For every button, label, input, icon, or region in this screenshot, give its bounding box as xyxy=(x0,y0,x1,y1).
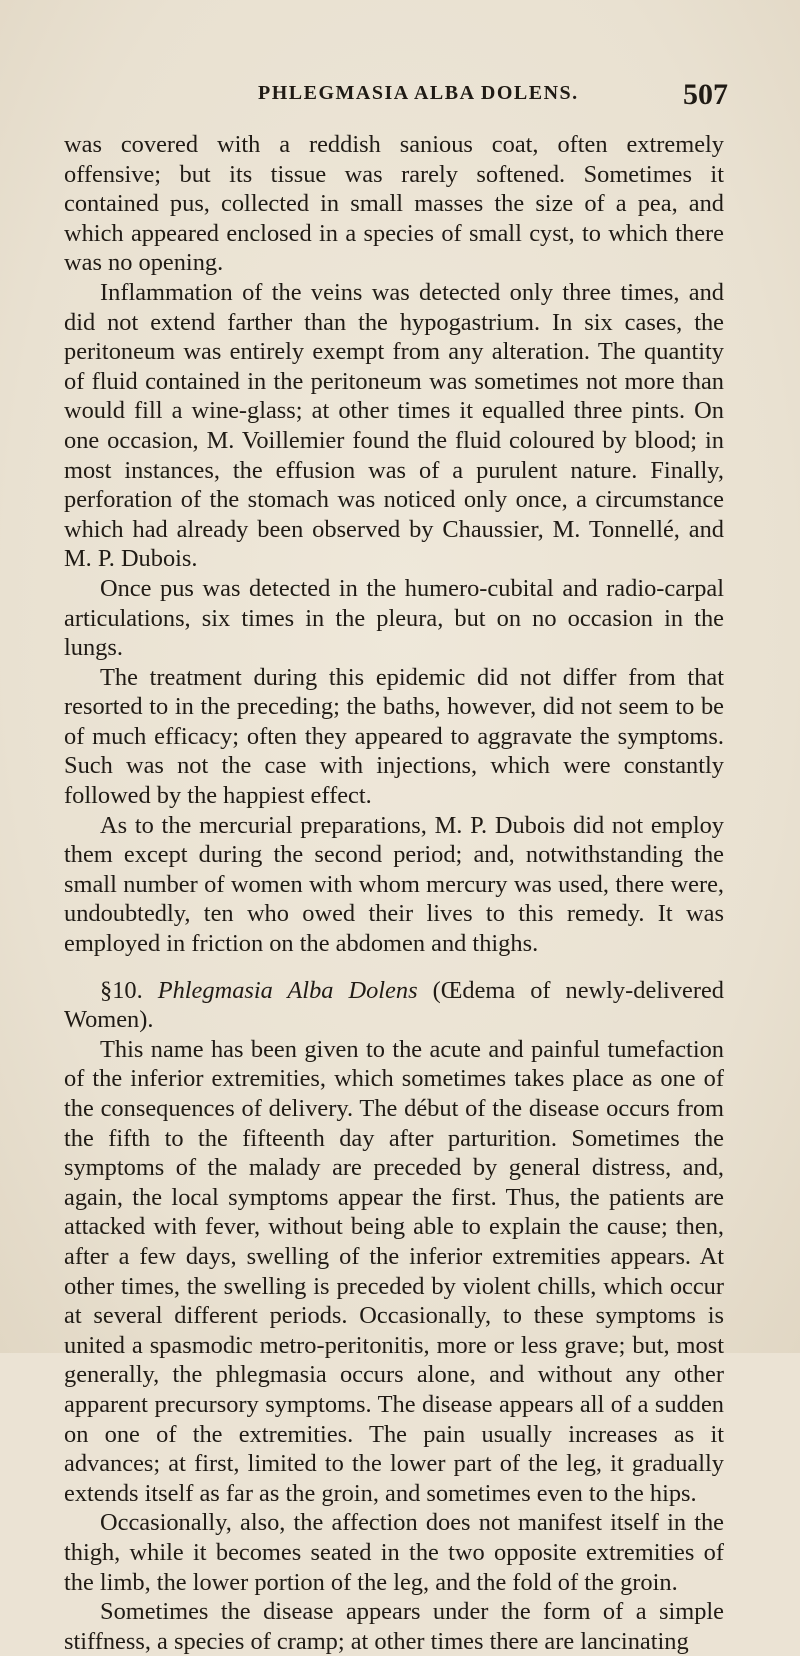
paragraph: Occasionally, also, the affection does not manifest itself in the thigh, while it becomes seated in the two opposite extremities of the limb, the lower portion of the leg, and the fold of the groin. xyxy=(64,1509,724,1596)
paragraph: was covered with a reddish sanious coat, often extremely offensive; but its tissue was rarely softened. Sometimes it contained pus, collected in small masses the size of a pea, and which appeared enclosed in a species of small cyst, to which there was no opening. xyxy=(64,131,724,277)
running-title: PHLEGMASIA ALBA DOLENS. xyxy=(258,82,579,104)
section-subtitle: (Œdema of newly-delivered Women). xyxy=(64,976,724,1034)
paragraph: This name has been given to the acute and painful tumefaction of the inferior extremities, which sometimes takes place as one of the consequences of delivery. The début of the disease occurs from the fifth to the fifteenth day after parturition. Sometimes the symptoms of the malady are preceded by general distress, and, again, the local symptoms appear the first. Thus, the patients are attacked with fever, without being able to explain the cause; then, after a few days, swelling of the inferior extremities appears. At other times, the swelling is preceded by violent chills, which occur at several different periods. Occasionally, to these symptoms is united a spasmodic metro-peritonitis, more or less grave; but, most generally, the phlegmasia occurs alone, and without any other apparent precursory symptoms. The disease appears all of a sudden on one of the extremities. The pain usually increases as it advances; at first, limited to the lower part of the leg, it gradually extends itself as far as the groin, and sometimes even to the hips. xyxy=(64,1035,724,1507)
section-number: §10. xyxy=(100,976,143,1004)
page-number: 507 xyxy=(683,78,728,111)
paragraph: The treatment during this epidemic did not differ from that resorted to in the preceding; the baths, however, did not seem to be of much efficacy; often they appeared to aggravate the symptoms. Such was not the case with injections, which were constantly followed by the happiest effect. xyxy=(64,663,724,810)
section-title: Phlegmasia Alba Dolens xyxy=(157,976,418,1004)
paragraph: Sometimes the disease appears under the form of a simple stiffness, a species of cramp; at other times there are lancinating xyxy=(64,1598,724,1655)
body-text xyxy=(64,130,724,1656)
section-heading xyxy=(64,976,724,1035)
paragraph: Inflammation of the veins was detected only three times, and did not extend farther than the hypogastrium. In six cases, the peritoneum was entirely exempt from any alteration. The quantity of fluid contained in the peritoneum was sometimes not more than would fill a wine-glass; at other times it equalled three pints. On one occasion, M. Voillemier found the fluid coloured by blood; in most instances, the effusion was of a purulent nature. Finally, perforation of the stomach was noticed only once, a circumstance which had already been observed by Chaussier, M. Tonnellé, and M. P. Dubois. xyxy=(64,278,724,573)
page-header xyxy=(0,78,800,122)
paragraph: Once pus was detected in the humero-cubital and radio-carpal articulations, six times in the pleura, but on no occasion in the lungs. xyxy=(64,574,724,662)
section-10 xyxy=(64,976,724,1656)
paragraph: As to the mercurial preparations, M. P. Dubois did not employ them except during the second period; and, notwithstanding the small number of women with whom mercury was used, there were, undoubtedly, ten who owed their lives to this remedy. It was employed in friction on the abdomen and thighs. xyxy=(64,811,724,958)
